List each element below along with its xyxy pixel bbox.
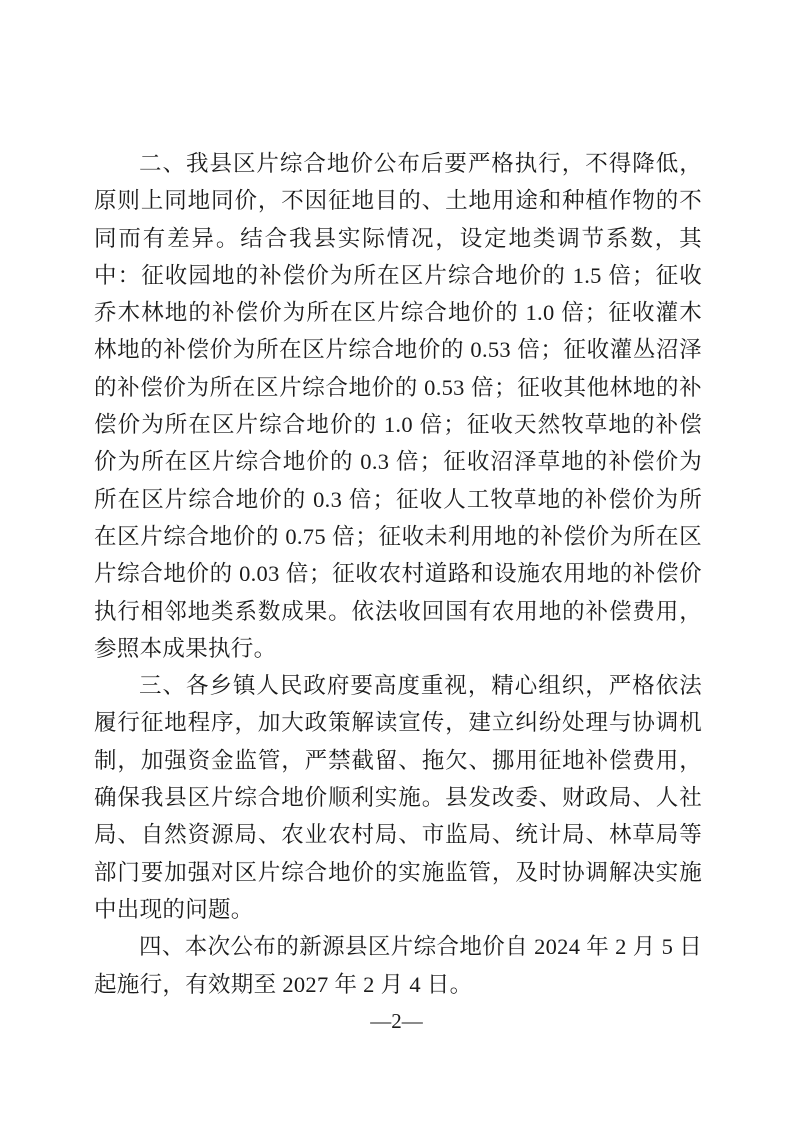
paragraph-section-4: 四、本次公布的新源县区片综合地价自 2024 年 2 月 5 日起施行，有效期至 2027 年 2 月 4 日。 bbox=[94, 934, 702, 997]
page-number: —2— bbox=[370, 1009, 423, 1033]
paragraph-section-2: 二、我县区片综合地价公布后要严格执行，不得降低，原则上同地同价，不因征地目的、土地用途和种植作物的不同而有差异。结合我县实际情况，设定地类调节系数，其中：征收园地的补偿价为所在区片综合地价的 1.5 倍；征收乔木林地的补偿价为所在区片综合地价的 1.0 倍；征收灌木林地的补偿价为所在区片综合地价的 0.53 倍；征收灌丛沼泽的补偿价为所在区片综合地价的 0.53 倍；征收其他林地的补偿价为所在区片综合地价的 1.0 倍；征收天然牧草地的补偿价为所在区片综合地价的 0.3 倍；征收沼泽草地的补偿价为所在区片综合地价的 0.3 倍；征收人工牧草地的补偿价为所在区片综合地价的 0.75 倍；征收未利用地的补偿价为所在区片综合地价的 0.03 倍；征收农村道路和设施农用地的补偿价执行相邻地类系数成果。依法收回国有农用地的补偿费用，参照本成果执行。 bbox=[94, 151, 702, 661]
paragraph-section-3: 三、各乡镇人民政府要高度重视，精心组织，严格依法履行征地程序，加大政策解读宣传，建立纠纷处理与协调机制，加强资金监管，严禁截留、拖欠、挪用征地补偿费用，确保我县区片综合地价顺利实施。县发改委、财政局、人社局、自然资源局、农业农村局、市监局、统计局、林草局等部门要加强对区片综合地价的实施监管，及时协调解决实施中出现的问题。 bbox=[94, 673, 702, 922]
document-body bbox=[94, 145, 702, 1003]
